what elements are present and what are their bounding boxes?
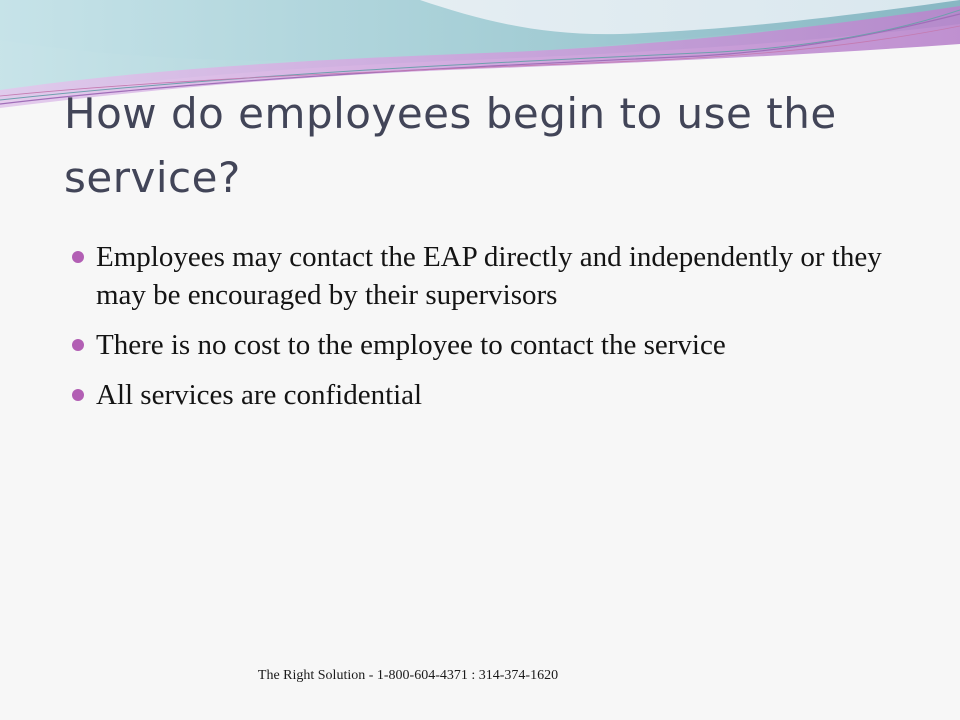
bullet-item: [72, 326, 912, 364]
bullet-marker-icon: [72, 251, 84, 263]
slide-title: How do employees begin to use the service?: [64, 89, 837, 202]
bullet-text: There is no cost to the employee to contact the service: [96, 329, 726, 361]
bullet-list: [72, 238, 912, 426]
bullet-text: All services are confidential: [96, 379, 423, 411]
bullet-marker-icon: [72, 339, 84, 351]
bullet-item: [72, 238, 912, 314]
slide-footer: The Right Solution - 1-800-604-4371 : 314-374-1620: [257, 668, 559, 683]
bullet-item: [72, 376, 912, 414]
bullet-text: Employees may contact the EAP directly and independently or they may be encouraged by their supervisors: [96, 241, 882, 311]
bullet-marker-icon: [72, 389, 84, 401]
